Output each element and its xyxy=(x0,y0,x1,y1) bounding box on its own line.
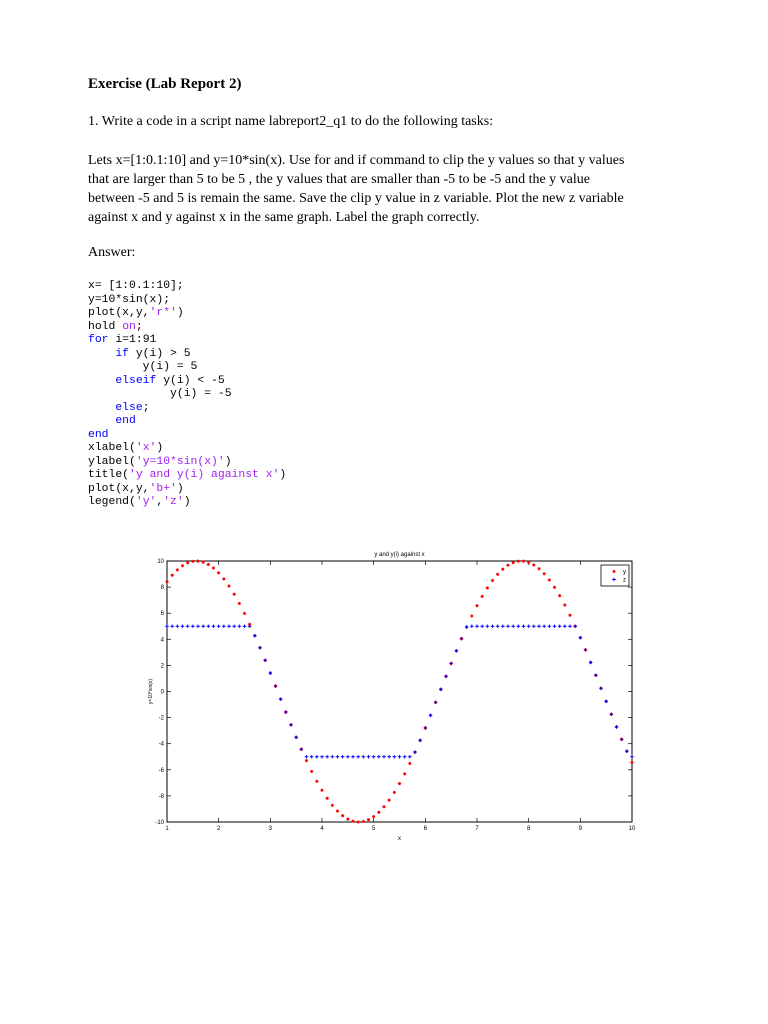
series-y-point xyxy=(320,789,323,792)
paragraph-line: against x and y against x in the same graph. Label the graph correctly. xyxy=(88,210,480,225)
legend-label-z: z xyxy=(623,577,626,584)
series-y-point xyxy=(238,602,241,605)
code-token: y(i) = 5 xyxy=(88,361,198,373)
y-tick-label: -2 xyxy=(158,715,164,722)
code-string: 'y and y(i) against x' xyxy=(129,469,280,481)
series-y-point xyxy=(522,560,525,563)
series-y-point xyxy=(470,614,473,617)
code-string: 'b+' xyxy=(149,482,177,495)
y-tick-label: -6 xyxy=(158,767,164,774)
code-token: ylabel( xyxy=(88,455,136,468)
series-y-point xyxy=(630,761,633,764)
series-y-point xyxy=(382,805,385,808)
paragraph-line: that are larger than 5 to be 5 , the y values that are smaller than -5 to be -5 and the y value xyxy=(88,172,591,187)
series-y-point xyxy=(176,568,179,571)
series-y-point xyxy=(191,560,194,563)
code-string: 'r*' xyxy=(149,307,177,319)
code-string: 'z' xyxy=(163,496,184,508)
y-tick-label: 8 xyxy=(160,585,164,592)
series-y-point xyxy=(377,811,380,814)
code-string: 'y=10*sin(x)' xyxy=(135,455,225,468)
code-token: x= [1:0.1:10]; xyxy=(88,280,184,292)
legend-marker-y xyxy=(612,570,615,573)
series-y-point xyxy=(372,815,375,818)
code-token: ; xyxy=(135,320,143,333)
series-y-point xyxy=(393,791,396,794)
code-token: title( xyxy=(88,469,130,481)
code-token: y(i) = -5 xyxy=(88,388,232,400)
series-y-point xyxy=(315,780,318,783)
code-string: 'x' xyxy=(135,442,157,454)
code-token: ; xyxy=(142,401,150,414)
exercise-heading: Exercise (Lab Report 2) xyxy=(88,76,242,92)
y-tick-label: -10 xyxy=(155,820,164,826)
legend-label-y: y xyxy=(623,569,626,576)
code-token: i=1:91 xyxy=(108,334,157,346)
series-y-point xyxy=(202,560,205,563)
code-token: y=10*sin(x); xyxy=(88,293,171,306)
code-keyword: if xyxy=(115,347,130,360)
series-y-point xyxy=(496,573,499,576)
x-tick-label: 6 xyxy=(423,826,428,832)
code-token: ) xyxy=(279,469,287,481)
code-token: y(i) < -5 xyxy=(156,374,225,387)
x-tick-label: 4 xyxy=(320,826,324,832)
series-y-point xyxy=(362,820,365,823)
x-tick-label: 10 xyxy=(628,826,636,832)
code-token: ) xyxy=(183,496,191,508)
paragraph-line: between -5 and 5 is remain the same. Save the clip y value in z variable. Plot the new z variable xyxy=(88,191,624,206)
code-keyword: elseif xyxy=(115,374,157,387)
code-token: y(i) > 5 xyxy=(129,347,191,360)
code-token: ) xyxy=(176,307,184,319)
code-keyword: else xyxy=(115,401,143,414)
code-keyword: end xyxy=(88,428,109,441)
series-y-point xyxy=(357,820,360,823)
y-tick-label: 10 xyxy=(157,559,164,565)
paragraph-line: Lets x=[1:0.1:10] and y=10*sin(x). Use for and if command to clip the y values so that y values xyxy=(88,153,625,168)
code-keyword: end xyxy=(115,415,136,427)
x-tick-label: 8 xyxy=(526,826,531,832)
y-tick-label: 6 xyxy=(160,611,164,618)
y-tick-label: -4 xyxy=(158,741,164,748)
code-token: hold xyxy=(88,320,123,333)
question-text: 1. Write a code in a script name labreport2_q1 to do the following tasks: xyxy=(88,114,494,129)
code-token: , xyxy=(156,496,164,508)
code-token: ) xyxy=(224,455,232,468)
x-axis-label: x xyxy=(398,836,401,842)
answer-label: Answer: xyxy=(88,245,136,260)
code-token: ) xyxy=(156,442,164,454)
code-token: ) xyxy=(176,482,184,495)
series-y-point xyxy=(481,595,484,598)
x-tick-label: 7 xyxy=(475,826,479,832)
code-token: xlabel( xyxy=(88,442,136,454)
y-tick-label: 2 xyxy=(160,663,164,670)
series-y-point xyxy=(305,759,308,762)
x-tick-label: 5 xyxy=(371,826,376,832)
chart-title: y and y(i) against x xyxy=(374,552,425,558)
y-tick-label: 0 xyxy=(160,689,164,696)
y-tick-label: -8 xyxy=(158,793,164,800)
y-tick-label: 4 xyxy=(160,637,164,644)
x-tick-label: 9 xyxy=(578,826,583,832)
series-y-point xyxy=(475,604,478,607)
code-string: on xyxy=(122,320,136,333)
code-string: 'y' xyxy=(135,496,157,508)
code-token: plot(x,y, xyxy=(88,307,150,319)
y-axis-label: y=10*sin(x) xyxy=(148,678,154,705)
code-token: plot(x,y, xyxy=(88,482,150,495)
x-tick-label: 1 xyxy=(165,826,169,832)
code-keyword: for xyxy=(88,334,109,346)
chart-legend xyxy=(601,565,629,586)
series-y-point xyxy=(388,799,391,802)
series-y-point xyxy=(568,614,571,617)
x-tick-label: 2 xyxy=(216,826,221,832)
x-tick-label: 3 xyxy=(268,826,273,832)
code-token: legend( xyxy=(88,496,136,508)
series-y-point xyxy=(501,567,504,570)
